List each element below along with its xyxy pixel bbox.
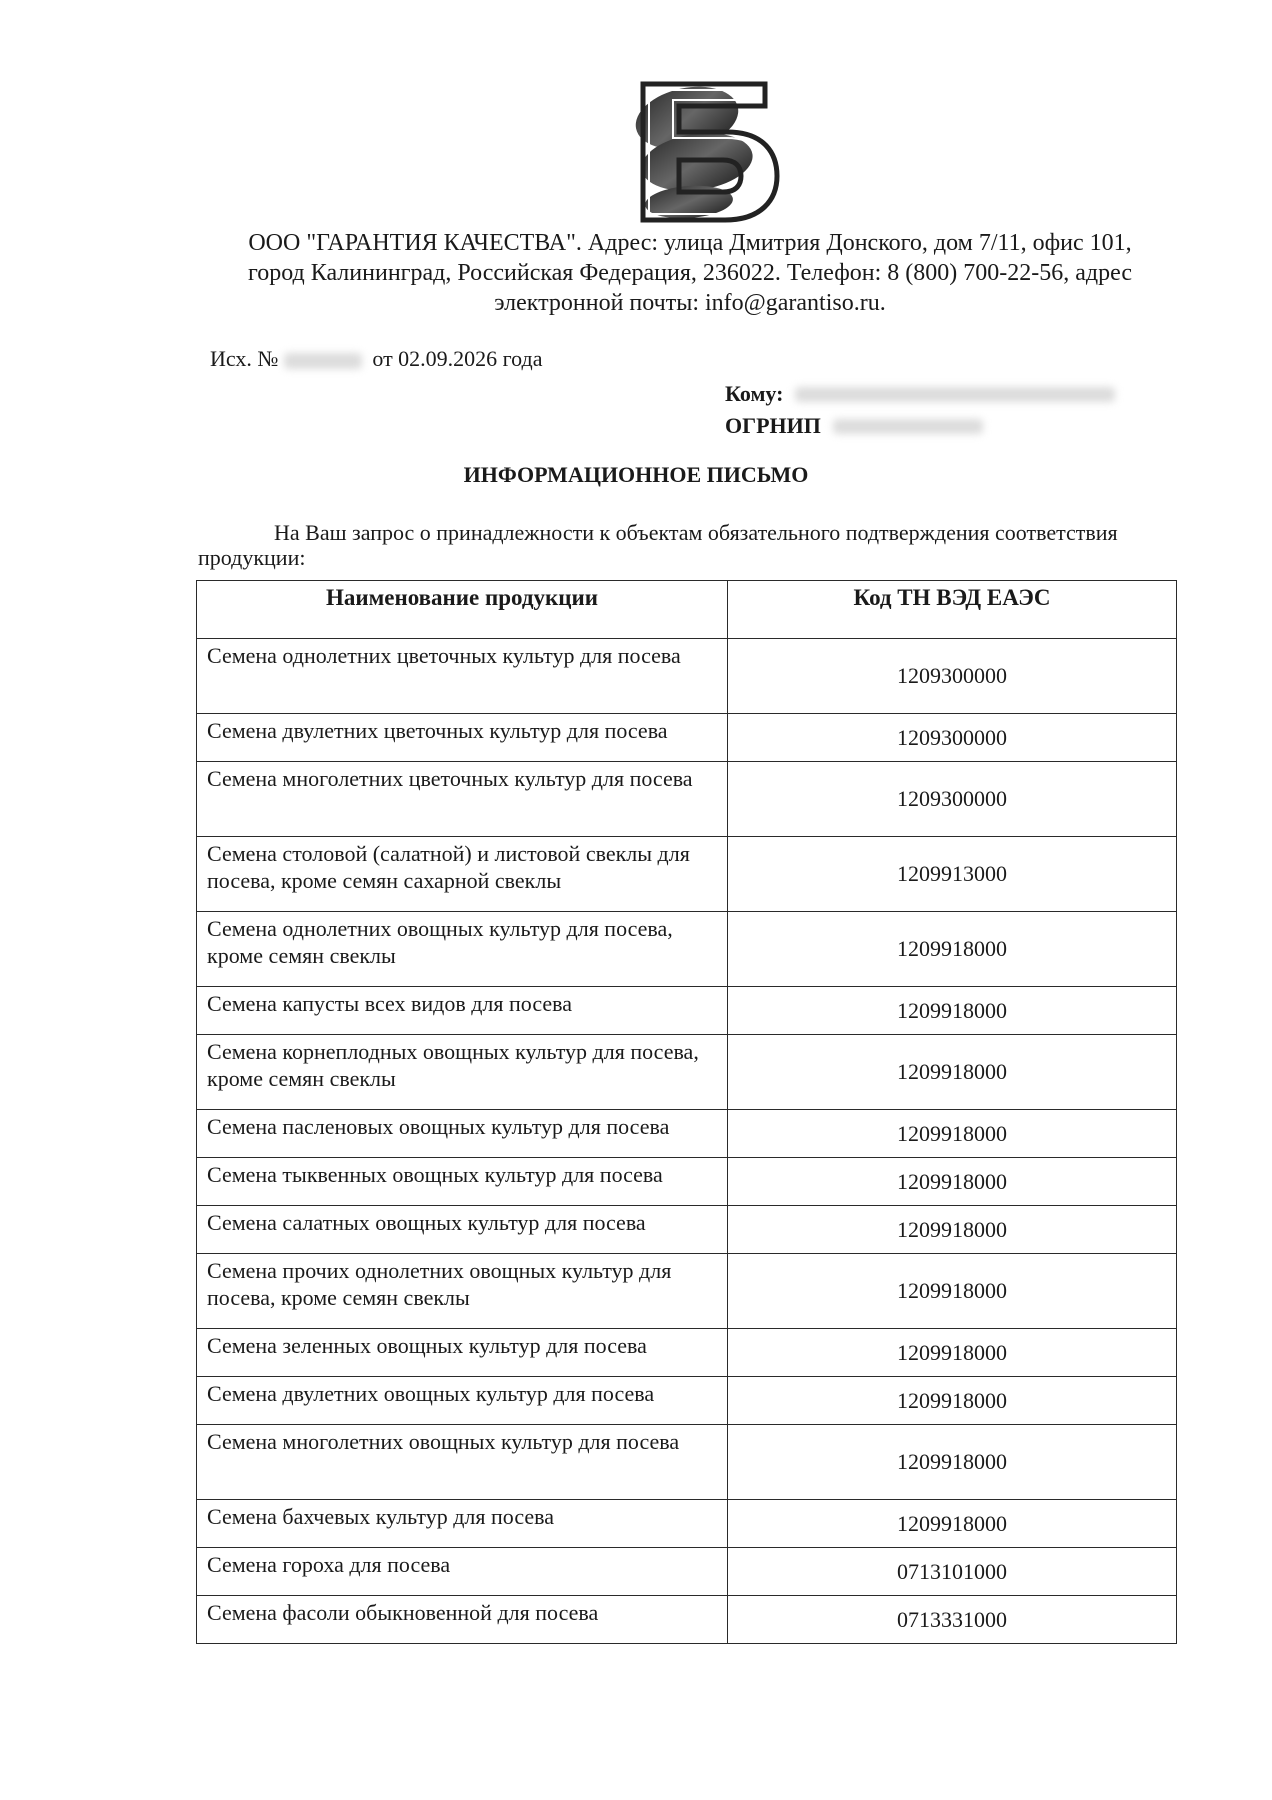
recipient-to-label: Кому: [725,381,784,406]
product-name-cell: Семена однолетних цветочных культур для посева [197,639,728,714]
table-header-row [197,581,1177,639]
product-code-cell: 1209300000 [728,639,1177,714]
product-code-cell: 1209918000 [728,1158,1177,1206]
reference-prefix: Исх. № [210,346,279,371]
product-name-cell: Семена прочих однолетних овощных культур для посева, кроме семян свеклы [197,1254,728,1329]
company-header-line-3: электронной почты: info@garantiso.ru. [494,290,886,316]
product-name-cell: Семена однолетних овощных культур для посева, кроме семян свеклы [197,912,728,987]
company-header-line-1: ООО "ГАРАНТИЯ КАЧЕСТВА". Адрес: улица Дмитрия Донского, дом 7/11, офис 101, [248,230,1132,256]
product-code-cell: 1209918000 [728,1035,1177,1110]
product-code-cell: 1209918000 [728,1329,1177,1377]
reference-date: от 02.09.2026 года [372,346,543,371]
recipient-block [725,378,1115,442]
intro-line-2: продукции: [198,545,306,570]
table-row [197,1206,1177,1254]
product-name-cell: Семена двулетних цветочных культур для посева [197,714,728,762]
product-name-cell: Семена бахчевых культур для посева [197,1500,728,1548]
company-logo [615,76,780,226]
table-row [197,639,1177,714]
table-row [197,1548,1177,1596]
product-name-cell: Семена пасленовых овощных культур для посева [197,1110,728,1158]
product-name-cell: Семена многолетних цветочных культур для посева [197,762,728,837]
table-row [197,912,1177,987]
product-name-cell: Семена капусты всех видов для посева [197,987,728,1035]
intro-line-1: На Ваш запрос о принадлежности к объектам обязательного подтверждения соответствия [274,520,1118,545]
table-row [197,1596,1177,1644]
product-name-cell: Семена двулетних овощных культур для посева [197,1377,728,1425]
table-row [197,1110,1177,1158]
product-code-cell: 1209913000 [728,837,1177,912]
product-name-cell: Семена фасоли обыкновенной для посева [197,1596,728,1644]
product-name-cell: Семена гороха для посева [197,1548,728,1596]
company-header-line-2: город Калининград, Российская Федерация, 236022. Телефон: 8 (800) 700-22-56, адрес [247,260,1132,286]
table-row [197,1035,1177,1110]
product-code-cell: 1209300000 [728,762,1177,837]
product-code-cell: 1209300000 [728,714,1177,762]
recipient-ogrnip-label: ОГРНИП [725,413,821,438]
product-code-cell: 0713101000 [728,1548,1177,1596]
document-title: ИНФОРМАЦИОННОЕ ПИСЬМО [463,462,809,487]
table-row [197,762,1177,837]
table-row [197,987,1177,1035]
table-row [197,714,1177,762]
table-row [197,1425,1177,1500]
products-table [196,580,1177,1644]
product-name-cell: Семена зеленных овощных культур для посева [197,1329,728,1377]
column-header-product-name: Наименование продукции [197,581,728,639]
product-code-cell: 1209918000 [728,912,1177,987]
company-header [190,228,1190,318]
product-name-cell: Семена столовой (салатной) и листовой свеклы для посева, кроме семян сахарной свеклы [197,837,728,912]
product-name-cell: Семена салатных овощных культур для посева [197,1206,728,1254]
reference-line [210,346,542,372]
table-row [197,1377,1177,1425]
product-code-cell: 1209918000 [728,1206,1177,1254]
redacted-recipient-name [795,387,1115,402]
table-row [197,1254,1177,1329]
redacted-reference-number [284,353,362,369]
intro-paragraph [198,520,1178,570]
product-code-cell: 0713331000 [728,1596,1177,1644]
column-header-code: Код ТН ВЭД ЕАЭС [728,581,1177,639]
table-row [197,1500,1177,1548]
product-code-cell: 1209918000 [728,1425,1177,1500]
table-row [197,1329,1177,1377]
product-name-cell: Семена корнеплодных овощных культур для посева, кроме семян свеклы [197,1035,728,1110]
product-code-cell: 1209918000 [728,1377,1177,1425]
table-row [197,1158,1177,1206]
product-code-cell: 1209918000 [728,987,1177,1035]
products-table-wrapper [196,580,1177,1644]
product-name-cell: Семена многолетних овощных культур для посева [197,1425,728,1500]
product-code-cell: 1209918000 [728,1110,1177,1158]
product-name-cell: Семена тыквенных овощных культур для посева [197,1158,728,1206]
product-code-cell: 1209918000 [728,1500,1177,1548]
product-code-cell: 1209918000 [728,1254,1177,1329]
redacted-ogrnip-number [833,419,983,434]
table-row [197,837,1177,912]
